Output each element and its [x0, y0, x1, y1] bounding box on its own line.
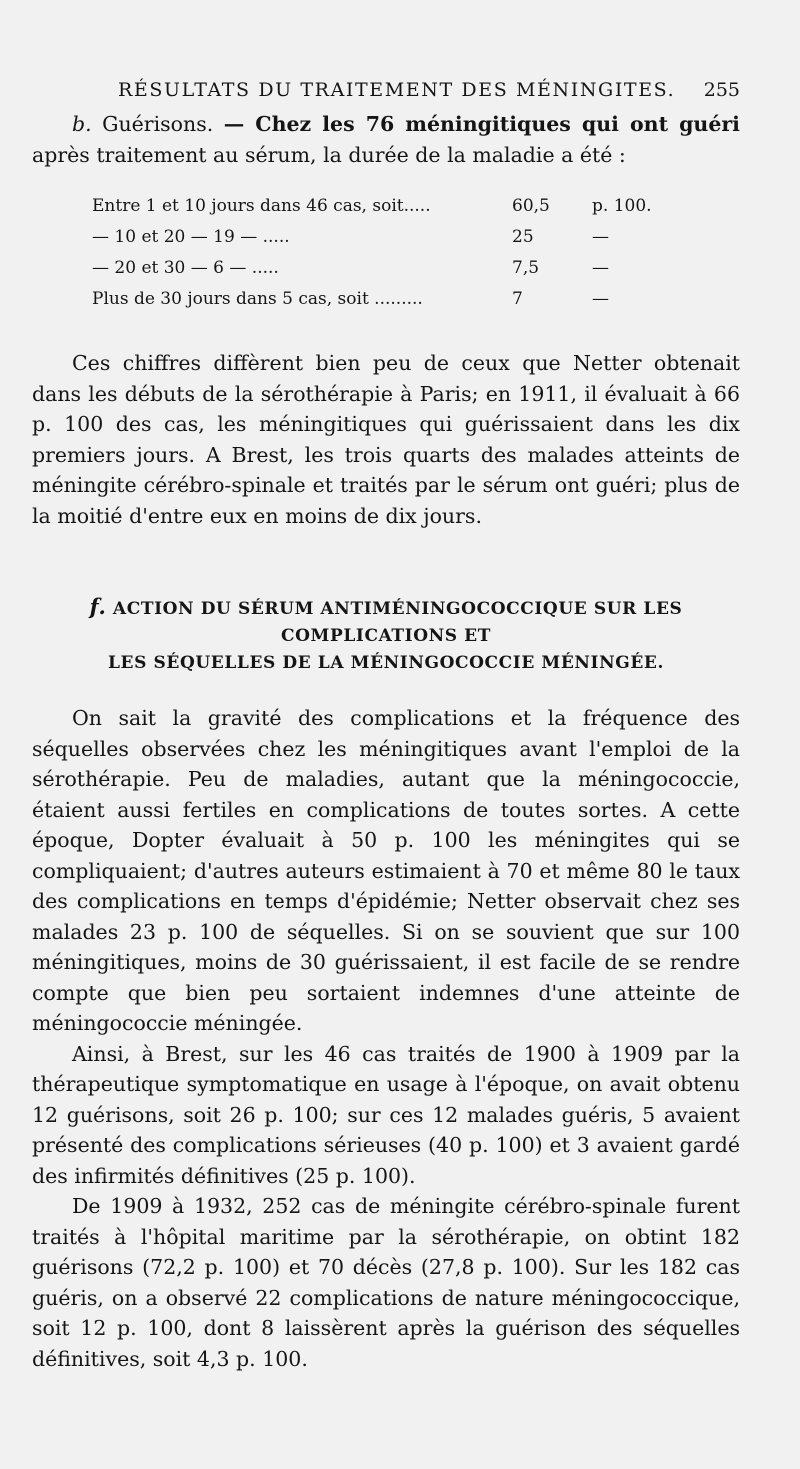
table-row-label: Plus de 30 jours dans 5 cas, soit .........	[92, 289, 423, 309]
section-b-intro-rest: après traitement au sérum, la durée de la maladie a été :	[32, 142, 626, 167]
section-f-heading	[32, 593, 740, 677]
table-row-unit: —	[592, 258, 609, 278]
table-row	[92, 227, 662, 258]
section-f-heading-line1	[32, 593, 740, 650]
section-f-heading-line2: LES SÉQUELLES DE LA MÉNINGOCOCCIE MÉNINGÉE.	[108, 653, 664, 673]
table-row-unit: —	[592, 289, 609, 309]
running-head	[32, 75, 740, 109]
table-row-value: 60,5	[512, 196, 550, 216]
table-row-label: — 20 et 30 — 6 — .....	[92, 258, 279, 278]
paragraph-brest: Ainsi, à Brest, sur les 46 cas traités de 1900 à 1909 par la thérapeutique symptomatique en usage à l'époque, on avait obtenu 12 guérisons, soit 26 p. 100; sur ces 12 malades guéris, 5 avaient présenté des complications sérieuses (40 p. 100) et 3 avaient gardé des infirmités définitives (25 p. 100).	[32, 1041, 740, 1188]
table-row	[92, 289, 662, 320]
table-row-label: — 10 et 20 — 19 — .....	[92, 227, 290, 247]
paragraph-netter: Ces chiffres diffèrent bien peu de ceux que Netter obtenait dans les débuts de la sérothérapie à Paris; en 1911, il évaluait à 66 p. 100 des cas, les méningitiques qui guérissaient dans les dix premiers jours. A Brest, les trois quarts des malades atteints de méningite cérébro-spinale et traités par le sérum ont guéri; plus de la moitié d'entre eux en moins de dix jours.	[32, 351, 740, 528]
table-row-value: 7,5	[512, 258, 540, 278]
section-f-heading-text1: ACTION DU SÉRUM ANTIMÉNINGOCOCCIQUE SUR LES COMPLICATIONS ET	[112, 599, 683, 646]
running-title: RÉSULTATS DU TRAITEMENT DES MÉNINGITES.	[118, 79, 676, 101]
section-b-marker: b.	[72, 112, 92, 136]
section-f-marker: f.	[89, 594, 107, 619]
table-row-value: 25	[512, 227, 534, 247]
table-row-value: 7	[512, 289, 523, 309]
paragraph-gravite: On sait la gravité des complications et la fréquence des séquelles observées chez les méningitiques avant l'emploi de la sérothérapie. Peu de maladies, autant que la méningococcie, étaient aussi fertiles en complications de toutes sortes. A cette époque, Dopter évaluait à 50 p. 100 les méningites qui se compliquaient; d'autres auteurs estimaient à 70 et même 80 le taux des complications en temps d'épidémie; Netter observait chez ses malades 23 p. 100 de séquelles. Si on se souvient que sur 100 méningitiques, moins de 30 guérissaient, il est facile de se rendre compte que bien peu sortaient indemnes d'une atteinte de méningococcie méningée.	[32, 706, 740, 1035]
table-row-unit: p. 100.	[592, 196, 652, 216]
section-b-intro-bold: — Chez les 76 méningitiques qui ont guéri	[223, 112, 740, 136]
paragraph-guerisons	[32, 109, 740, 170]
table-row	[92, 258, 662, 289]
section-b-title: Guérisons.	[102, 112, 214, 136]
paragraph-1909-1932: De 1909 à 1932, 252 cas de méningite cérébro-spinale furent traités à l'hôpital maritime par la sérothérapie, on obtint 182 guérisons (72,2 p. 100) et 70 décès (27,8 p. 100). Sur les 182 cas guéris, on a observé 22 complications de nature méningococcique, soit 12 p. 100, dont 8 laissèrent après la guérison des séquelles définitives, soit 4,3 p. 100.	[32, 1194, 740, 1371]
duration-table	[92, 196, 662, 320]
table-row	[92, 196, 662, 227]
table-row-unit: —	[592, 227, 609, 247]
table-row-label: Entre 1 et 10 jours dans 46 cas, soit.....	[92, 196, 431, 216]
page-number: 255	[703, 79, 740, 101]
